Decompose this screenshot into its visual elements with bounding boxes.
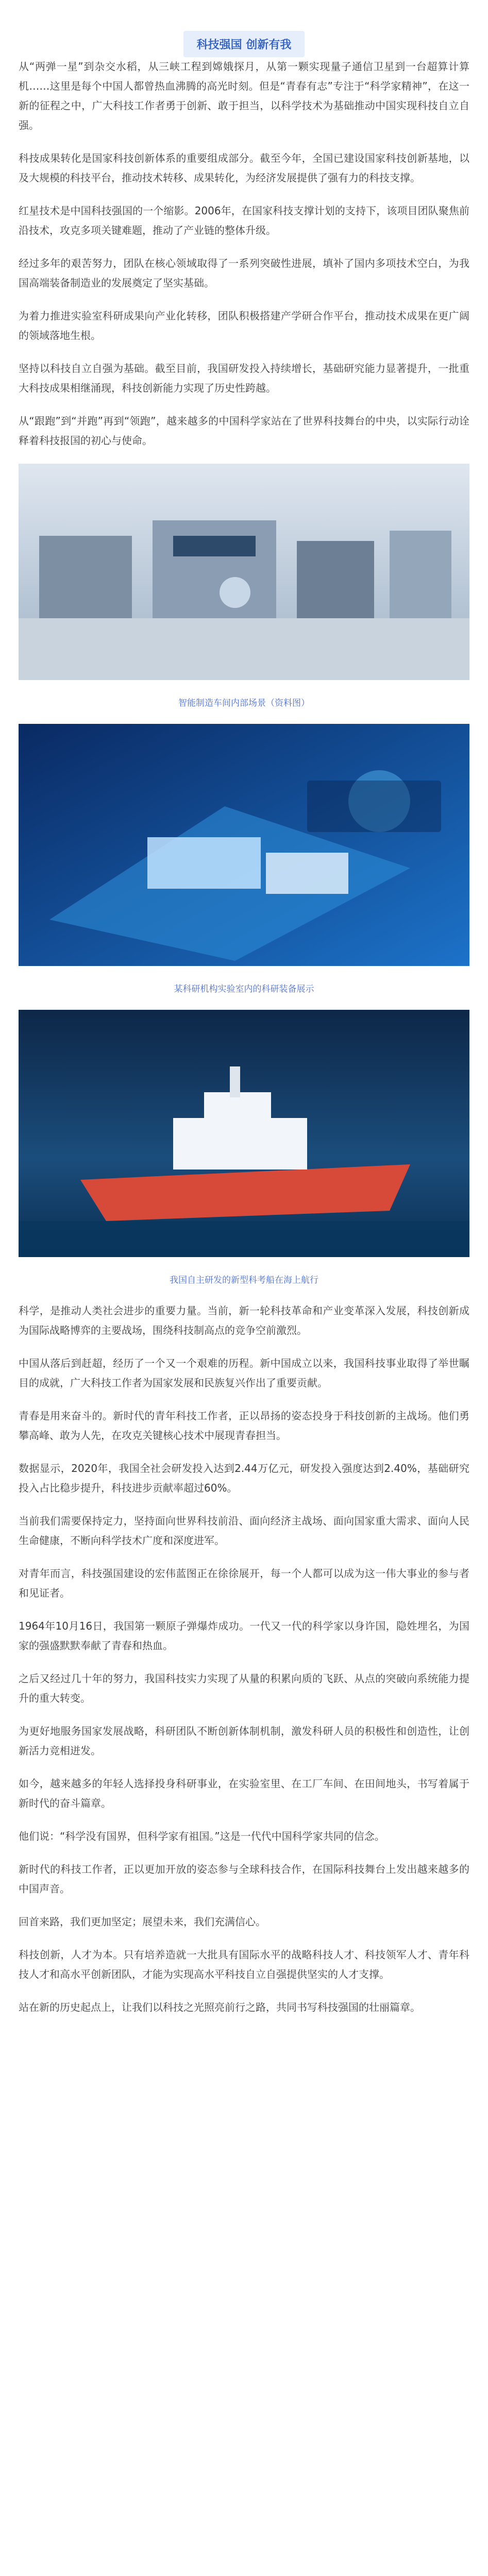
paragraph: 之后又经过几十年的努力，我国科技实力实现了从量的积累向质的飞跃、从点的突破向系统能力提升的重大转变。 [19, 1672, 469, 1704]
paragraph: 从“两弹一星”到杂交水稻，从三峡工程到嫦娥探月，从第一颗实现量子通信卫星到一台超算计算机……这里是每个中国人都曾热血沸腾的高光时刻。但是“青春有志”专注于“科学家精神”，在这一新的征程之中，广大科技工作者勇于创新、敢于担当，以科学技术为基础推动中国实现科技自立自强。 [19, 60, 469, 131]
paragraph: 红星技术是中国科技强国的一个缩影。2006年，在国家科技支撑计划的支持下，该项目团队聚焦前沿技术，攻克多项关键难题，推动了产业链的整体升级。 [19, 205, 469, 236]
ship-image [19, 1010, 469, 1257]
paragraph: 科学，是推动人类社会进步的重要力量。当前，新一轮科技革命和产业变革深入发展，科技创新成为国际战略博弈的主要战场，围绕科技制高点的竞争空前激烈。 [19, 1304, 469, 1336]
paragraph: 为着力推进实验室科研成果向产业化转移，团队积极搭建产学研合作平台，推动技术成果在更广阔的领域落地生根。 [19, 310, 469, 342]
paragraph: 青春是用来奋斗的。新时代的青年科技工作者，正以昂扬的姿态投身于科技创新的主战场。他们勇攀高峰、敢为人先，在攻克关键核心技术中展现青春担当。 [19, 1410, 469, 1442]
figure-caption: 我国自主研发的新型科考船在海上航行 [170, 1275, 318, 1285]
figure-caption: 某科研机构实验室内的科研装备展示 [174, 984, 314, 994]
figure-factory [19, 464, 469, 682]
paragraph: 数据显示，2020年，我国全社会研发投入达到2.44万亿元，研发投入强度达到2.40%，基础研究投入占比稳步提升，科技进步贡献率超过60%。 [19, 1462, 469, 1494]
paragraph: 当前我们需要保持定力，坚持面向世界科技前沿、面向经济主战场、面向国家重大需求、面向人民生命健康，不断向科学技术广度和深度进军。 [19, 1515, 469, 1547]
figures-section [0, 464, 488, 1285]
paragraph: 新时代的科技工作者，正以更加开放的姿态参与全球科技合作，在国际科技舞台上发出越来越多的中国声音。 [19, 1863, 469, 1895]
paragraph: 1964年10月16日，我国第一颗原子弹爆炸成功。一代又一代的科学家以身许国，隐姓埋名，为国家的强盛默默奉献了青春和热血。 [19, 1620, 469, 1652]
intro-section [0, 57, 488, 450]
factory-image [19, 464, 469, 680]
figure-ship [19, 1010, 469, 1259]
paragraph: 坚持以科技自立自强为基础。截至目前，我国研发投入持续增长，基础研究能力显著提升，一批重大科技成果相继涌现，科技创新能力实现了历史性跨越。 [19, 362, 469, 394]
paragraph: 从“跟跑”到“并跑”再到“领跑”，越来越多的中国科学家站在了世界科技舞台的中央，以实际行动诠释着科技报国的初心与使命。 [19, 415, 469, 447]
figure-lab [19, 724, 469, 968]
paragraph: 对青年而言，科技强国建设的宏伟蓝图正在徐徐展开，每一个人都可以成为这一伟大事业的参与者和见证者。 [19, 1567, 469, 1599]
paragraph: 科技成果转化是国家科技创新体系的重要组成部分。截至今年，全国已建设国家科技创新基地，以及大规模的科技平台，推动技术转移、成果转化，为经济发展提供了强有力的科技支撑。 [19, 152, 469, 184]
tag-row [0, 0, 488, 57]
body-section [0, 1301, 488, 2017]
paragraph: 科技创新，人才为本。只有培养造就一大批具有国际水平的战略科技人才、科技领军人才、青年科技人才和高水平创新团队，才能为实现高水平科技自立自强提供坚实的人才支撑。 [19, 1948, 469, 1980]
paragraph: 站在新的历史起点上，让我们以科技之光照亮前行之路，共同书写科技强国的壮丽篇章。 [19, 2001, 420, 2013]
paragraph: 中国从落后到赶超，经历了一个又一个艰难的历程。新中国成立以来，我国科技事业取得了举世瞩目的成就，广大科技工作者为国家发展和民族复兴作出了重要贡献。 [19, 1357, 469, 1389]
lab-image [19, 724, 469, 966]
figure-caption: 智能制造车间内部场景（资料图） [178, 698, 310, 708]
paragraph: 回首来路，我们更加坚定；展望未来，我们充满信心。 [19, 1916, 266, 1928]
paragraph: 如今，越来越多的年轻人选择投身科研事业，在实验室里、在工厂车间、在田间地头，书写着属于新时代的奋斗篇章。 [19, 1777, 469, 1809]
paragraph: 为更好地服务国家发展战略，科研团队不断创新体制机制，激发科研人员的积极性和创造性，让创新活力竞相迸发。 [19, 1725, 469, 1757]
paragraph: 经过多年的艰苦努力，团队在核心领域取得了一系列突破性进展，填补了国内多项技术空白，为我国高端装备制造业的发展奠定了坚实基础。 [19, 257, 469, 289]
topic-tag[interactable]: 科技强国 创新有我 [183, 31, 305, 57]
paragraph: 他们说：“科学没有国界，但科学家有祖国。”这是一代代中国科学家共同的信念。 [19, 1830, 385, 1842]
